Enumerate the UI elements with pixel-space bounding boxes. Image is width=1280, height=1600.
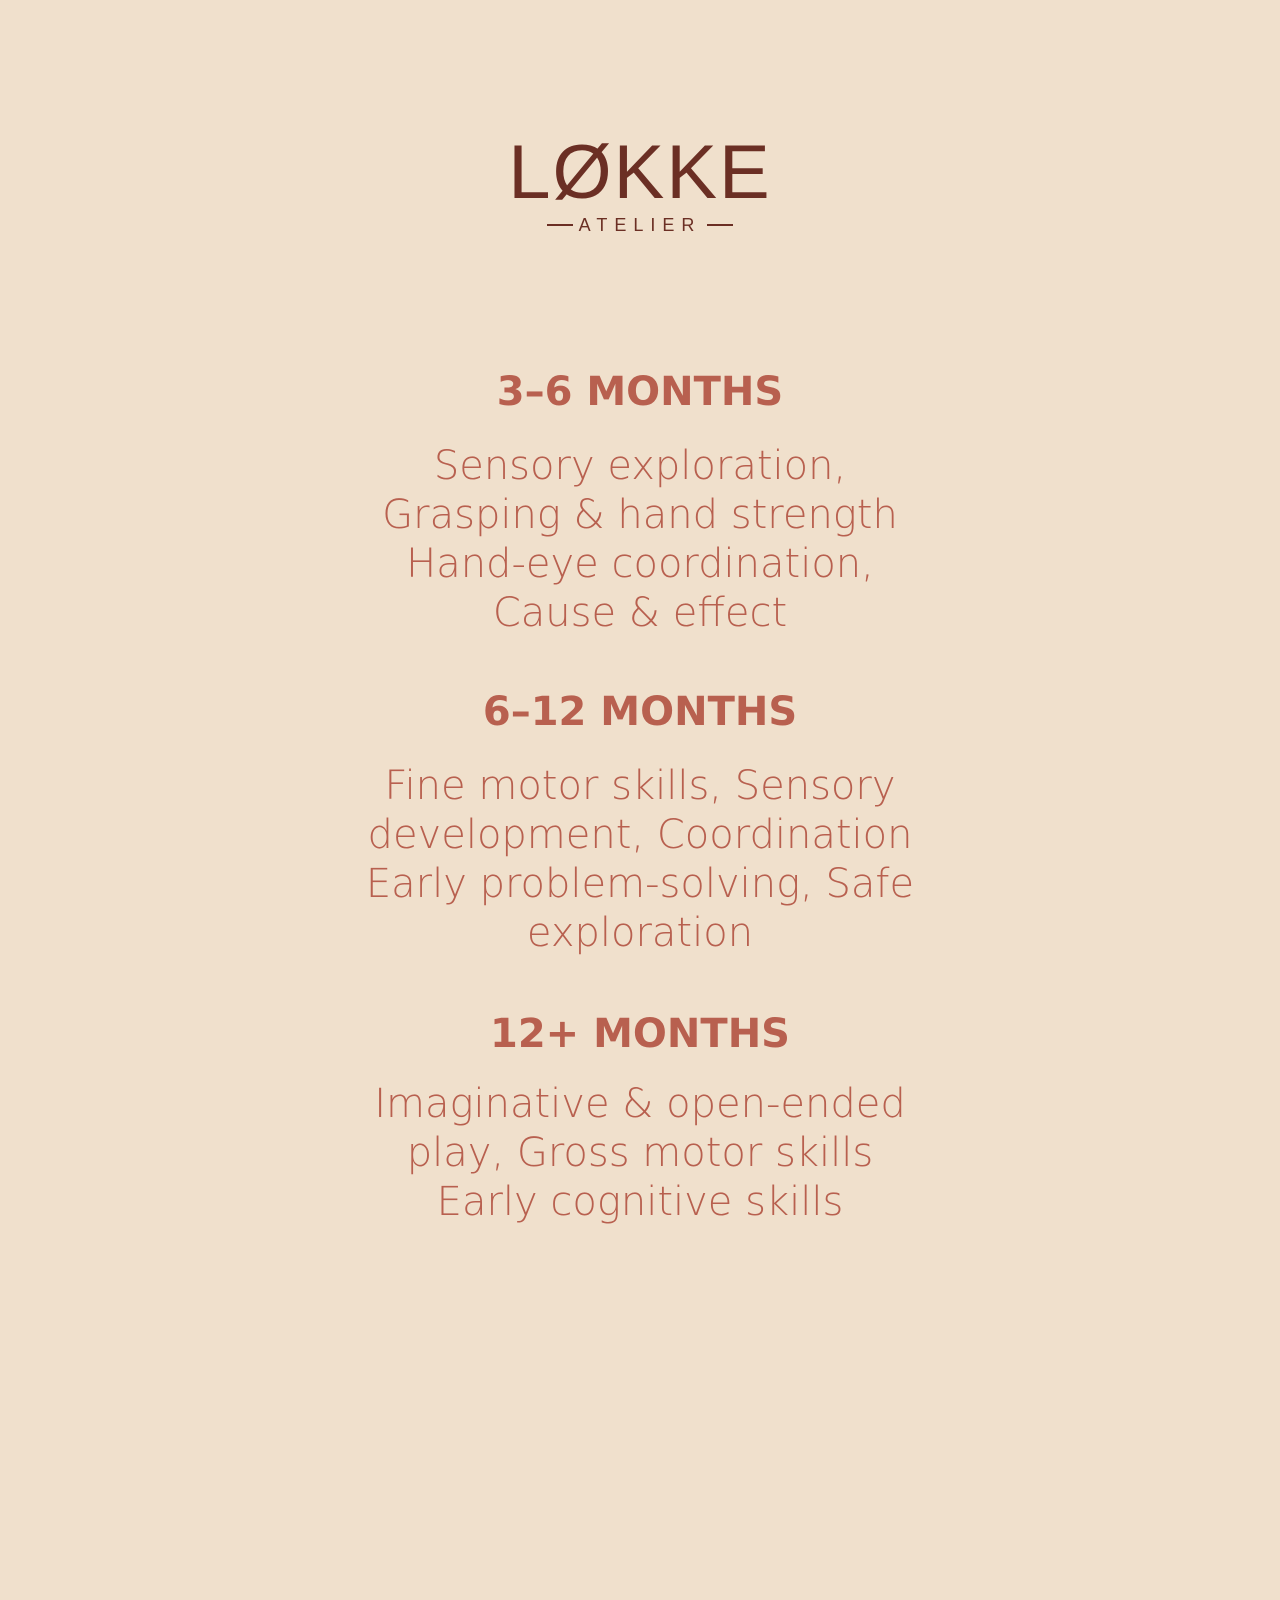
section-body <box>0 442 1280 638</box>
body-line: Fine motor skills, Sensory <box>384 763 896 809</box>
body-line: Early cognitive skills <box>436 1179 844 1225</box>
section-body <box>0 762 1280 958</box>
brand-name: LØKKE <box>508 130 772 215</box>
body-line: Grasping & hand strength <box>382 492 898 538</box>
age-section-3-6 <box>0 368 1280 638</box>
body-line: Sensory exploration, <box>433 443 847 489</box>
section-heading: 6–12 MONTHS <box>482 689 798 735</box>
body-line: Imaginative & open-ended <box>374 1081 906 1127</box>
logo-dash-right <box>707 224 733 226</box>
body-line: exploration <box>526 910 754 956</box>
body-line: Hand-eye coordination, <box>406 541 874 587</box>
age-section-6-12 <box>0 688 1280 958</box>
body-line: Early problem-solving, Safe <box>365 861 915 907</box>
brand-subtitle: ATELIER <box>578 215 702 235</box>
brand-logo <box>0 132 1280 236</box>
age-section-12-plus <box>0 1010 1280 1227</box>
section-heading: 3–6 MONTHS <box>496 369 784 415</box>
logo-dash-left <box>547 224 573 226</box>
body-line: Cause & effect <box>492 590 788 636</box>
section-body <box>0 1080 1280 1227</box>
section-heading: 12+ MONTHS <box>490 1011 790 1057</box>
body-line: development, Coordination <box>367 812 913 858</box>
brand-subtitle-row <box>0 214 1280 236</box>
body-line: play, Gross motor skills <box>406 1130 874 1176</box>
